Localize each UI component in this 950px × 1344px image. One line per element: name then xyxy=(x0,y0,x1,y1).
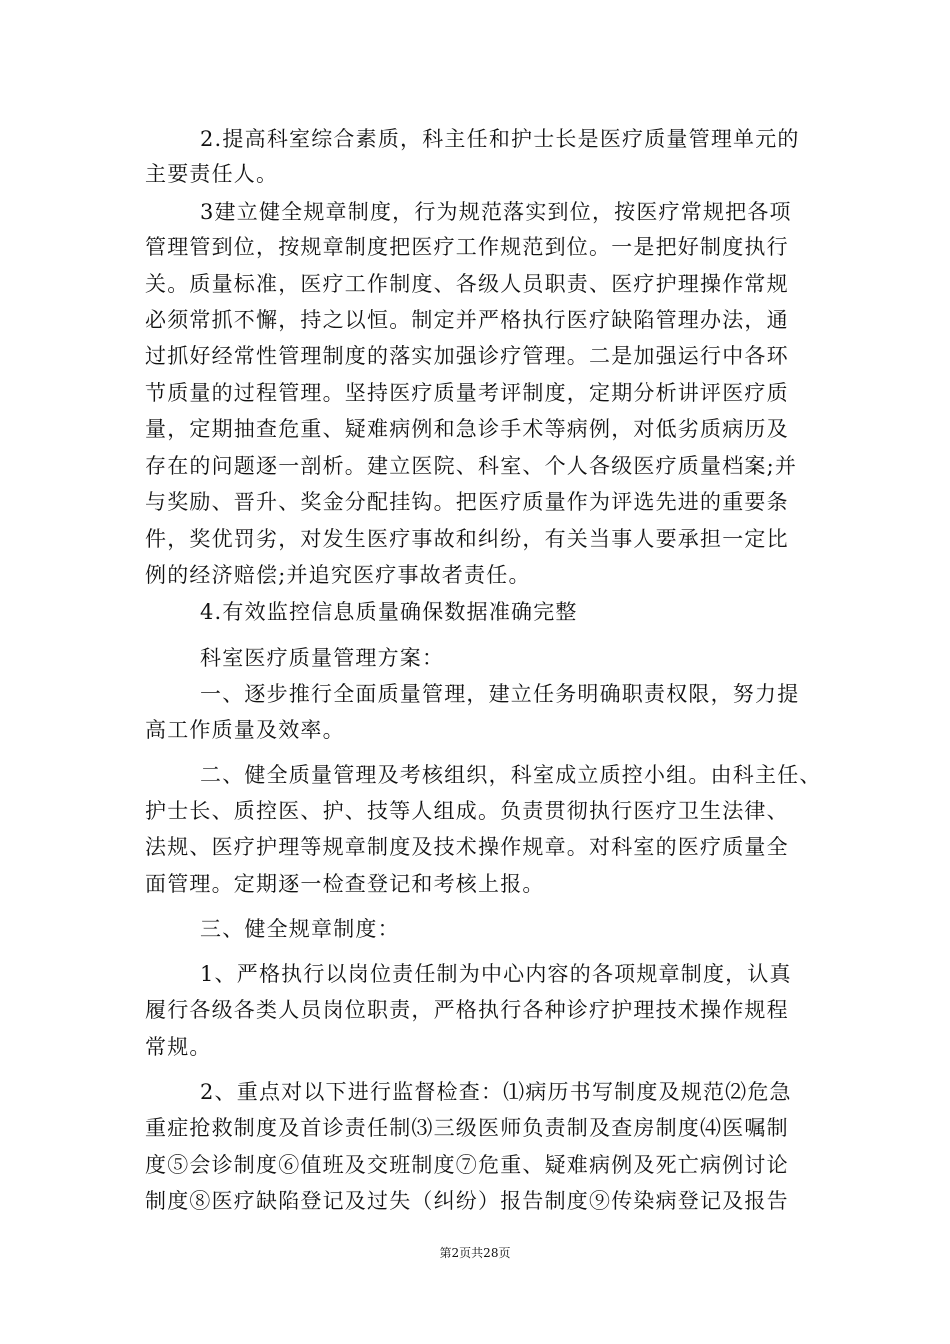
text-line: 法规、医疗护理等规章制度及技术操作规章。对科室的医疗质量全 xyxy=(145,835,789,859)
text-line: 履行各级各类人员岗位职责，严格执行各种诊疗护理技术操作规程 xyxy=(145,998,789,1022)
text-line: 过抓好经常性管理制度的落实加强诊疗管理。二是加强运行中各环 xyxy=(145,344,789,368)
section-heading: 科室医疗质量管理方案： xyxy=(200,646,445,670)
text-line: 度⑤会诊制度⑥值班及交班制度⑦危重、疑难病例及死亡病例讨论 xyxy=(145,1153,789,1177)
page-number: 第2页共28页 xyxy=(439,1246,511,1260)
text-line: 主要责任人。 xyxy=(145,162,279,186)
text-line: 量，定期抽查危重、疑难病例和急诊手术等病例，对低劣质病历及 xyxy=(145,417,789,441)
text-line: 制度⑧医疗缺陷登记及过失（纠纷）报告制度⑨传染病登记及报告 xyxy=(145,1189,789,1213)
text-line: 1、严格执行以岗位责任制为中心内容的各项规章制度，认真 xyxy=(200,962,792,986)
text-line: 一、逐步推行全面质量管理，建立任务明确职责权限，努力提 xyxy=(200,682,800,706)
text-line: 管理管到位，按规章制度把医疗工作规范到位。一是把好制度执行 xyxy=(145,235,789,259)
text-line: 护士长、质控医、护、技等人组成。负责贯彻执行医疗卫生法律、 xyxy=(145,799,789,823)
text-line: 件，奖优罚劣，对发生医疗事故和纠纷，有关当事人要承担一定比 xyxy=(145,527,789,551)
text-line: 二、健全质量管理及考核组织，科室成立质控小组。由科主任、 xyxy=(200,763,822,787)
text-line: 高工作质量及效率。 xyxy=(145,718,345,742)
text-line: 例的经济赔偿;并追究医疗事故者责任。 xyxy=(145,563,531,587)
text-line: 存在的问题逐一剖析。建立医院、科室、个人各级医疗质量档案;并 xyxy=(145,454,798,478)
text-line: 3建立健全规章制度，行为规范落实到位，按医疗常规把各项 xyxy=(200,200,792,224)
text-line: 节质量的过程管理。坚持医疗质量考评制度，定期分析讲评医疗质 xyxy=(145,381,789,405)
text-line: 与奖励、晋升、奖金分配挂钩。把医疗质量作为评选先进的重要条 xyxy=(145,490,789,514)
text-line: 必须常抓不懈，持之以恒。制定并严格执行医疗缺陷管理办法，通 xyxy=(145,308,789,332)
text-line: 面管理。定期逐一检查登记和考核上报。 xyxy=(145,872,545,896)
text-line: 2、重点对以下进行监督检查：⑴病历书写制度及规范⑵危急 xyxy=(200,1080,792,1104)
section-heading: 三、健全规章制度： xyxy=(200,917,400,941)
text-line: 2.提高科室综合素质，科主任和护士长是医疗质量管理单元的 xyxy=(200,127,800,151)
section-heading: 4.有效监控信息质量确保数据准确完整 xyxy=(200,600,578,624)
text-line: 重症抢救制度及首诊责任制⑶三级医师负责制及查房制度⑷医嘱制 xyxy=(145,1116,789,1140)
text-line: 关。质量标准，医疗工作制度、各级人员职责、医疗护理操作常规 xyxy=(145,272,789,296)
text-line: 常规。 xyxy=(145,1035,212,1059)
